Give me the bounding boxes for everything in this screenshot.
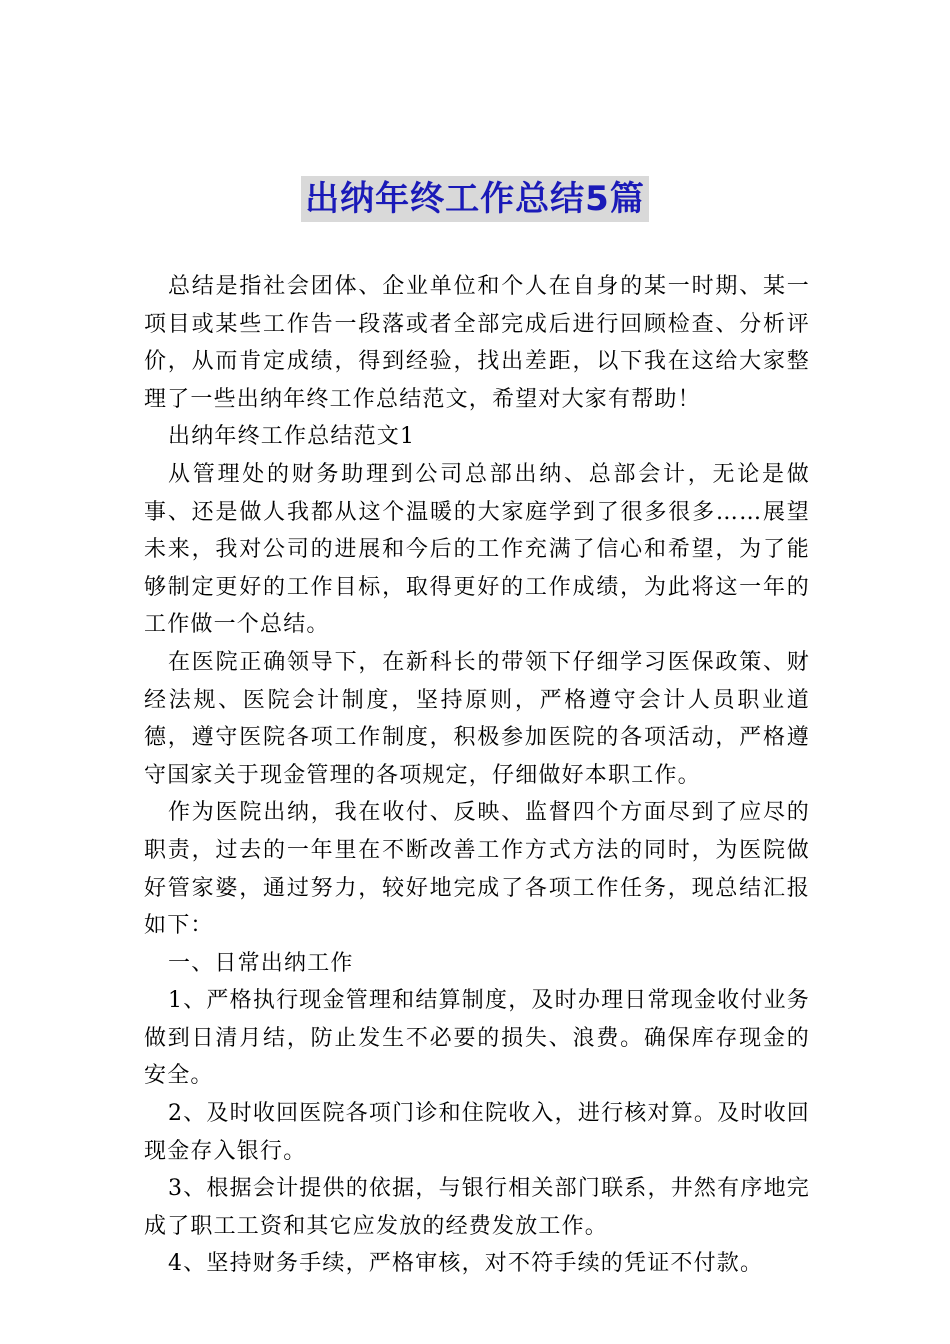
list-item: 3、根据会计提供的依据，与银行相关部门联系，井然有序地完成了职工工资和其它应发放的经费发放工作。: [144, 1176, 810, 1239]
paragraph-intro: 总结是指社会团体、企业单位和个人在自身的某一时期、某一项目或某些工作告一段落或者全部完成后进行回顾检查、分析评价，从而肯定成绩，得到经验，找出差距，以下我在这给大家整理了一些出纳年终工作总结范文，希望对大家有帮助！: [144, 274, 810, 412]
document-body: [144, 268, 810, 1283]
paragraph-subheading: 一、日常出纳工作: [168, 950, 354, 976]
paragraph: 在医院正确领导下，在新科长的带领下仔细学习医保政策、财经法规、医院会计制度，坚持原则，严格遵守会计人员职业道德，遵守医院各项工作制度，积极参加医院的各项活动，严格遵守国家关于现金管理的各项规定，仔细做好本职工作。: [144, 649, 810, 788]
paragraph-section-heading: 出纳年终工作总结范文1: [168, 424, 416, 450]
list-item: 2、及时收回医院各项门诊和住院收入，进行核对算。及时收回现金存入银行。: [144, 1101, 810, 1164]
paragraph: 从管理处的财务助理到公司总部出纳、总部会计，无论是做事、还是做人我都从这个温暖的大家庭学到了很多很多……展望未来，我对公司的进展和今后的工作充满了信心和希望，为了能够制定更好的工作目标，取得更好的工作成绩，为此将这一年的工作做一个总结。: [144, 461, 810, 638]
list-item: 1、严格执行现金管理和结算制度，及时办理日常现金收付业务做到日清月结，防止发生不必要的损失、浪费。确保库存现金的安全。: [144, 988, 810, 1089]
list-item: 4、坚持财务手续，严格审核，对不符手续的凭证不付款。: [168, 1251, 764, 1277]
paragraph: 作为医院出纳，我在收付、反映、监督四个方面尽到了应尽的职责，过去的一年里在不断改善工作方式方法的同时，为医院做好管家婆，通过努力，较好地完成了各项工作任务，现总结汇报如下：: [144, 800, 810, 939]
document-title: 出纳年终工作总结5篇: [301, 176, 649, 222]
title-container: [0, 176, 950, 222]
